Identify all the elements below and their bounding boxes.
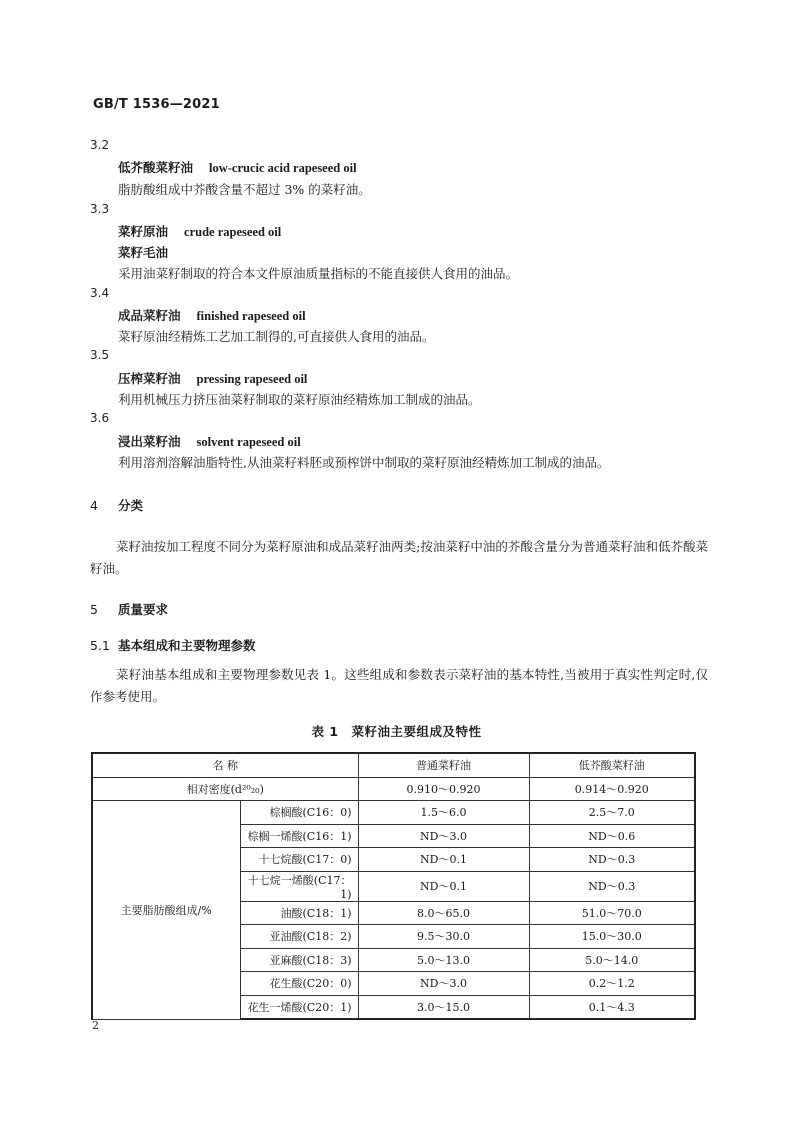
- table-cell: ND～3.0: [358, 972, 529, 996]
- section-number: 5.1: [90, 638, 110, 653]
- table-cell: 9.5～30.0: [358, 925, 529, 949]
- section-heading-5-1: [90, 636, 256, 654]
- acid-name: 十七烷酸(C17：0): [240, 848, 358, 872]
- term-heading: [118, 369, 307, 387]
- section-title: 质量要求: [118, 602, 169, 617]
- table-cell: 0.1～4.3: [529, 995, 695, 1019]
- group-label: 主要脂肪酸组成/%: [92, 801, 240, 1020]
- table-cell: 1.5～6.0: [358, 801, 529, 825]
- table-cell: 3.0～15.0: [358, 995, 529, 1019]
- table-cell: 51.0～70.0: [529, 901, 695, 925]
- term-zh: 低芥酸菜籽油: [118, 160, 194, 175]
- table-cell: 2.5～7.0: [529, 801, 695, 825]
- acid-name: 油酸(C18：1): [240, 901, 358, 925]
- term-number: 3.5: [90, 348, 110, 362]
- term-definition: 脂肪酸组成中芥酸含量不超过 3% 的菜籽油。: [118, 182, 371, 197]
- term-heading: [118, 158, 357, 176]
- section-5-1-paragraph: 菜籽油基本组成和主要物理参数见表 1。这些组成和参数表示菜籽油的基本特性,当被用于真实性判定时,仅作参考使用。: [90, 667, 708, 704]
- term-en: low-crucic acid rapeseed oil: [209, 161, 357, 175]
- table-cell: ND～0.6: [529, 824, 695, 848]
- acid-name: 花生一烯酸(C20：1): [240, 995, 358, 1019]
- term-zh: 成品菜籽油: [118, 308, 181, 323]
- section-number: 5: [90, 602, 98, 617]
- term-number: 3.3: [90, 202, 110, 216]
- acid-name: 花生酸(C20：0): [240, 972, 358, 996]
- section-4-paragraph: 菜籽油按加工程度不同分为菜籽原油和成品菜籽油两类;按油菜籽中油的芥酸含量分为普通菜籽油和低芥酸菜籽油。: [90, 539, 708, 576]
- table-caption: 表 1 菜籽油主要组成及特性: [311, 724, 482, 739]
- table-cell: ND～0.1: [358, 848, 529, 872]
- table-cell: 0.2～1.2: [529, 972, 695, 996]
- table-cell: ND～0.3: [529, 871, 695, 901]
- term-definition: 菜籽原油经精炼工艺加工制得的,可直接供人食用的油品。: [118, 329, 435, 344]
- term-heading: [118, 222, 281, 240]
- term-en: crude rapeseed oil: [184, 225, 282, 239]
- section-number: 4: [90, 498, 98, 513]
- term-number: 3.6: [90, 411, 110, 425]
- section-title: 基本组成和主要物理参数: [118, 638, 256, 653]
- term-en: pressing rapeseed oil: [196, 372, 308, 386]
- header-low-erucic: 低芥酸菜籽油: [529, 753, 695, 777]
- term-definition: 采用油菜籽制取的符合本文件原油质量指标的不能直接供人食用的油品。: [118, 266, 519, 281]
- term-number: 3.4: [90, 286, 110, 300]
- term-zh: 浸出菜籽油: [118, 434, 181, 449]
- table-cell: 8.0～65.0: [358, 901, 529, 925]
- acid-name: 十七烷一烯酸(C17：1): [240, 871, 358, 901]
- density-label: 相对密度(d²⁰₂₀): [92, 777, 358, 801]
- table-header-row: [92, 753, 695, 777]
- term-zh: 菜籽原油: [118, 224, 169, 239]
- table-cell: 0.914～0.920: [529, 777, 695, 801]
- page-number: 2: [92, 1019, 99, 1032]
- term-definition: 利用溶剂溶解油脂特性,从油菜籽料胚或预榨饼中制取的菜籽原油经精炼加工制成的油品。: [118, 455, 610, 470]
- acid-name: 棕榈酸(C16：0): [240, 801, 358, 825]
- table-cell: ND～3.0: [358, 824, 529, 848]
- acid-name: 亚油酸(C18：2): [240, 925, 358, 949]
- table-cell: 5.0～14.0: [529, 948, 695, 972]
- header-name: 名 称: [92, 753, 358, 777]
- table-row: [92, 777, 695, 801]
- section-heading-4: [90, 496, 143, 514]
- acid-name: 亚麻酸(C18：3): [240, 948, 358, 972]
- standard-code-header: GB/T 1536—2021: [93, 97, 220, 112]
- table-row: [92, 801, 695, 825]
- composition-table: [91, 752, 696, 1020]
- table-cell: 5.0～13.0: [358, 948, 529, 972]
- table-cell: 15.0～30.0: [529, 925, 695, 949]
- term-en: solvent rapeseed oil: [196, 435, 301, 449]
- acid-name: 棕榈一烯酸(C16：1): [240, 824, 358, 848]
- term-alt-name: 菜籽毛油: [118, 245, 169, 260]
- header-regular: 普通菜籽油: [358, 753, 529, 777]
- section-heading-5: [90, 600, 168, 618]
- table-cell: ND～0.3: [529, 848, 695, 872]
- table-cell: ND～0.1: [358, 871, 529, 901]
- term-en: finished rapeseed oil: [196, 309, 306, 323]
- term-number: 3.2: [90, 138, 110, 152]
- term-definition: 利用机械压力挤压油菜籽制取的菜籽原油经精炼加工制成的油品。: [118, 392, 481, 407]
- term-zh: 压榨菜籽油: [118, 371, 181, 386]
- table-cell: 0.910～0.920: [358, 777, 529, 801]
- term-heading: [118, 306, 306, 324]
- section-title: 分类: [118, 498, 144, 513]
- term-heading: [118, 432, 301, 450]
